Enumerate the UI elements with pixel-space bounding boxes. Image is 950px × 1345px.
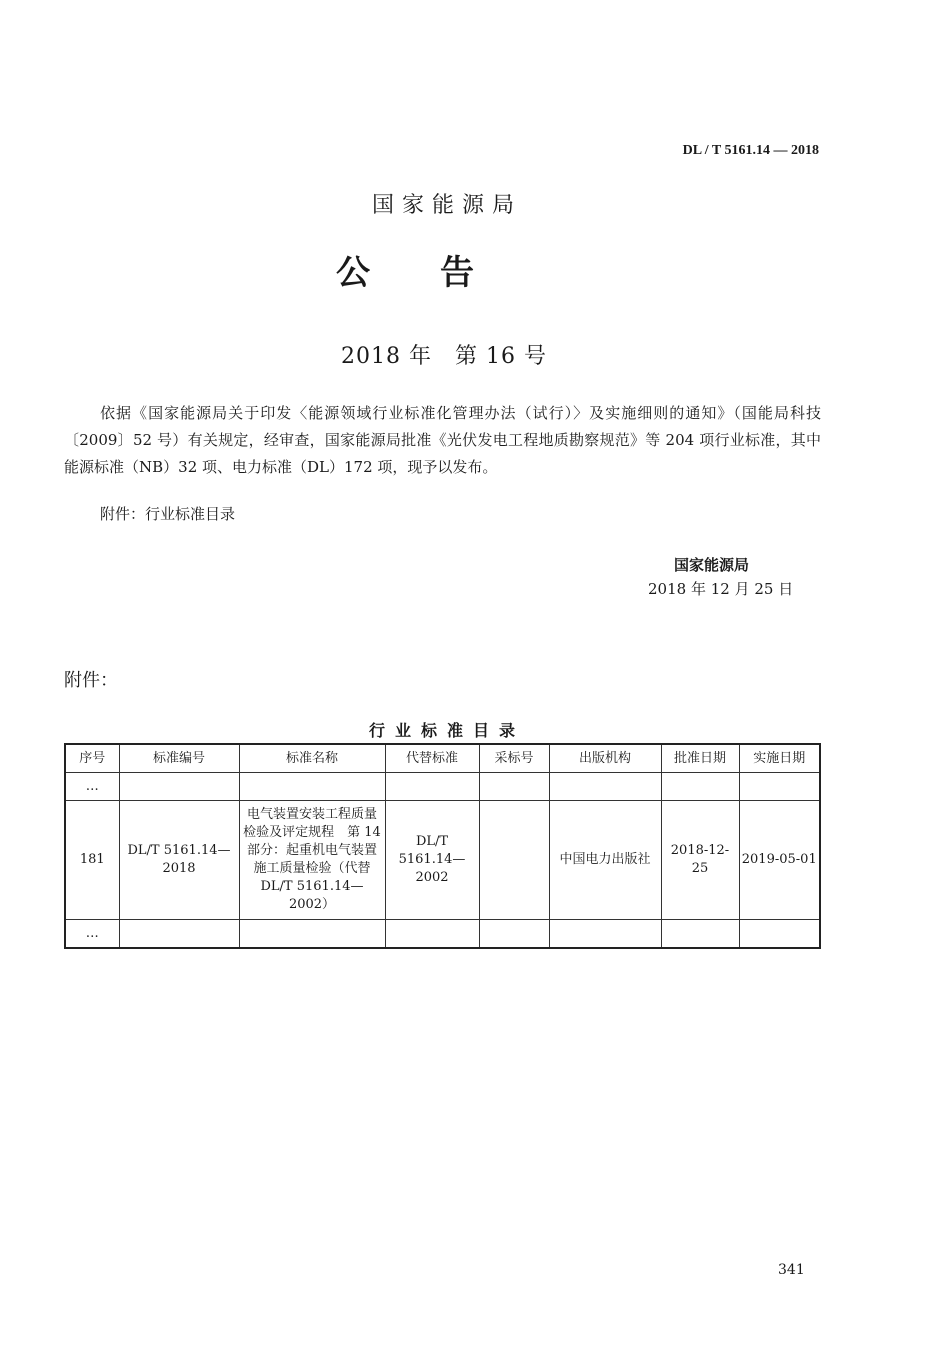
cell-approval-date [661,920,739,949]
cell-publisher [549,773,661,801]
signer: 国家能源局 [674,556,750,574]
cell-publisher [549,920,661,949]
cell-std-number [119,920,239,949]
cell-adoption-no [479,801,549,920]
table-header-row [65,744,820,773]
cell-std-name [239,773,385,801]
cell-replaces: DL/T 5161.14—2002 [385,801,479,920]
cell-std-name [239,920,385,949]
attachment-note: 附件：行业标准目录 [100,505,236,523]
cell-effective-date [739,773,820,801]
col-header-replaces: 代替标准 [385,744,479,773]
table-title: 行业标准目录 [368,721,525,740]
cell-adoption-no [479,920,549,949]
cell-effective-date [739,920,820,949]
cell-replaces [385,920,479,949]
cell-seq: 181 [65,801,119,920]
attachment-label: 附件： [64,670,118,691]
standards-table [64,743,821,949]
table-row [65,801,820,920]
col-header-std-name: 标准名称 [239,744,385,773]
cell-approval-date: 2018-12-25 [661,801,739,920]
page-number: 341 [778,1262,805,1278]
col-header-seq: 序号 [65,744,119,773]
cell-seq: … [65,773,119,801]
issuing-agency: 国家能源局 [371,193,522,218]
cell-seq: … [65,920,119,949]
col-header-publisher: 出版机构 [549,744,661,773]
col-header-approval-date: 批准日期 [661,744,739,773]
notice-body: 依据《国家能源局关于印发〈能源领域行业标准化管理办法（试行）〉及实施细则的通知》（国能局科技〔2009〕52 号）有关规定，经审查，国家能源局批准《光伏发电工程地质勘察规范》等 204 项行业标准，其中能源标准（NB）32 项、电力标准（DL）172 项，现予以发布。 [64,404,821,476]
col-header-std-number: 标准编号 [119,744,239,773]
sign-date: 2018 年 12 月 25 日 [648,580,794,598]
cell-replaces [385,773,479,801]
table-row [65,773,820,801]
cell-effective-date: 2019-05-01 [739,801,820,920]
cell-publisher: 中国电力出版社 [549,801,661,920]
standard-code: DL / T 5161.14 — 2018 [682,143,819,158]
notice-title: 公告 [336,253,544,293]
table-row [65,920,820,949]
cell-std-number: DL/T 5161.14—2018 [119,801,239,920]
col-header-effective-date: 实施日期 [739,744,820,773]
cell-std-number [119,773,239,801]
cell-std-name: 电气装置安装工程质量检验及评定规程 第 14 部分：起重机电气装置施工质量检验（代替 DL/T 5161.14—2002） [239,801,385,920]
cell-adoption-no [479,773,549,801]
issue-number: 2018 年 第 16 号 [341,344,547,369]
col-header-adoption-no: 采标号 [479,744,549,773]
cell-approval-date [661,773,739,801]
